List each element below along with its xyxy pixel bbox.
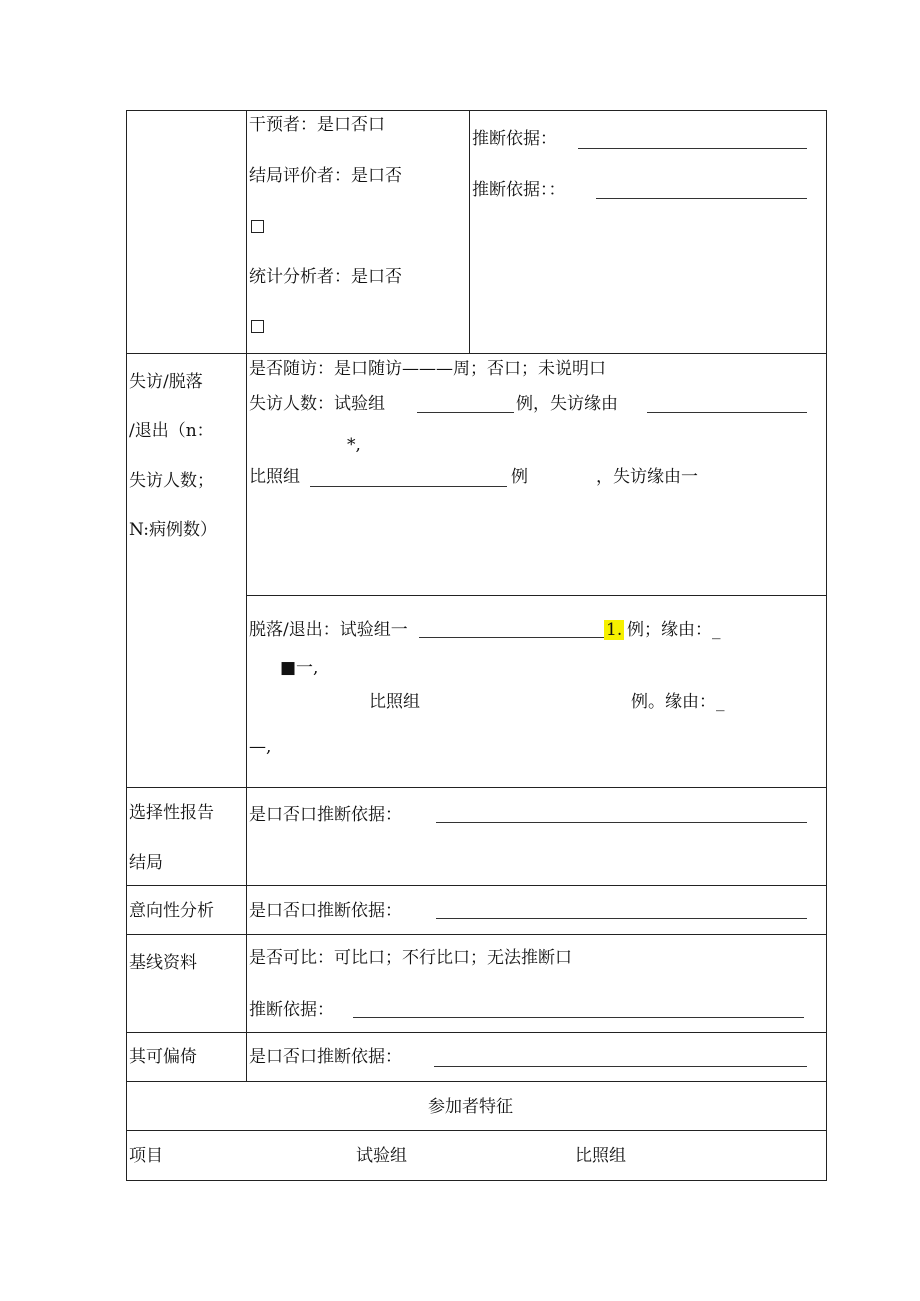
table-border-left xyxy=(126,110,127,1181)
basis-blank-2 xyxy=(596,198,807,199)
stats-analyst-blinding: 统计分析者：是口否 xyxy=(249,267,402,287)
dropout-control-suffix: 例。缘由：_ xyxy=(631,692,725,712)
row-divider xyxy=(246,595,827,596)
row-divider xyxy=(126,1130,827,1131)
selective-content: 是口否口推断依据： xyxy=(249,805,402,825)
dash-end: —, xyxy=(249,737,272,757)
control-prefix: 比照组 xyxy=(249,467,300,487)
selective-label-1: 选择性报告 xyxy=(129,803,214,823)
blinding-column-divider xyxy=(469,110,470,353)
row-divider xyxy=(126,885,827,886)
baseline-label: 基线资料 xyxy=(129,953,197,973)
intervener-blinding: 干预者：是口否口 xyxy=(249,115,385,135)
lost-count-prefix: 失访人数：试验组 xyxy=(249,394,385,414)
followup-status: 是否随访：是口随访———周；否口；未说明口 xyxy=(249,359,606,379)
lost-label-line-4: N:病例数） xyxy=(129,520,217,540)
row-divider xyxy=(126,787,827,788)
selective-blank xyxy=(436,822,807,823)
header-experimental: 试验组 xyxy=(356,1146,407,1166)
row-divider xyxy=(126,1081,827,1082)
dropout-suffix: 例；缘由：_ xyxy=(627,620,721,640)
basis-label-1: 推断依据： xyxy=(472,129,557,149)
dropout-prefix: 脱落/退出：试验组一 xyxy=(249,620,408,640)
other-bias-blank xyxy=(434,1066,807,1067)
control-count-blank xyxy=(310,486,507,487)
header-item: 项目 xyxy=(129,1146,163,1166)
lost-label-line-1: 失访/脱落 xyxy=(129,372,203,392)
checkbox-icon xyxy=(251,220,264,233)
table-border-right xyxy=(826,110,827,1181)
other-bias-content: 是口否口推断依据： xyxy=(249,1047,402,1067)
baseline-basis: 推断依据： xyxy=(249,1000,334,1020)
itt-blank xyxy=(436,918,807,919)
control-reason: ，失访缘由一 xyxy=(596,467,698,487)
row-divider xyxy=(126,934,827,935)
header-control: 比照组 xyxy=(575,1146,626,1166)
lost-reason-blank xyxy=(647,412,807,413)
itt-label: 意向性分析 xyxy=(129,901,214,921)
participants-title: 参加者特征 xyxy=(428,1097,513,1117)
baseline-content: 是否可比：可比口；不行比口；无法推断口 xyxy=(249,948,572,968)
basis-blank-1 xyxy=(578,148,807,149)
dropout-blank xyxy=(419,637,622,638)
lost-case-reason: 例，失访缘由 xyxy=(516,394,618,414)
control-case: 例 xyxy=(511,467,528,487)
other-bias-label: 其可偏倚 xyxy=(129,1047,197,1067)
selective-label-2: 结局 xyxy=(129,853,163,873)
checkbox-icon xyxy=(251,320,264,333)
itt-content: 是口否口推断依据： xyxy=(249,901,402,921)
row-divider xyxy=(126,1032,827,1033)
table-border-bottom xyxy=(126,1180,827,1181)
lost-label-line-3: 失访人数； xyxy=(129,471,214,491)
dropout-highlight: 1. xyxy=(606,620,623,640)
bullet-line: ■一, xyxy=(280,658,319,678)
asterisk-note: *, xyxy=(347,435,361,455)
lost-count-blank xyxy=(417,412,514,413)
dropout-control-label: 比照组 xyxy=(369,692,420,712)
lost-label-line-2: /退出（n： xyxy=(129,421,214,441)
baseline-blank xyxy=(353,1017,804,1018)
outcome-assessor-blinding: 结局评价者：是口否 xyxy=(249,166,402,186)
basis-label-2: 推断依据：： xyxy=(472,180,566,200)
table-border-top xyxy=(126,110,827,111)
row-divider xyxy=(126,353,827,354)
